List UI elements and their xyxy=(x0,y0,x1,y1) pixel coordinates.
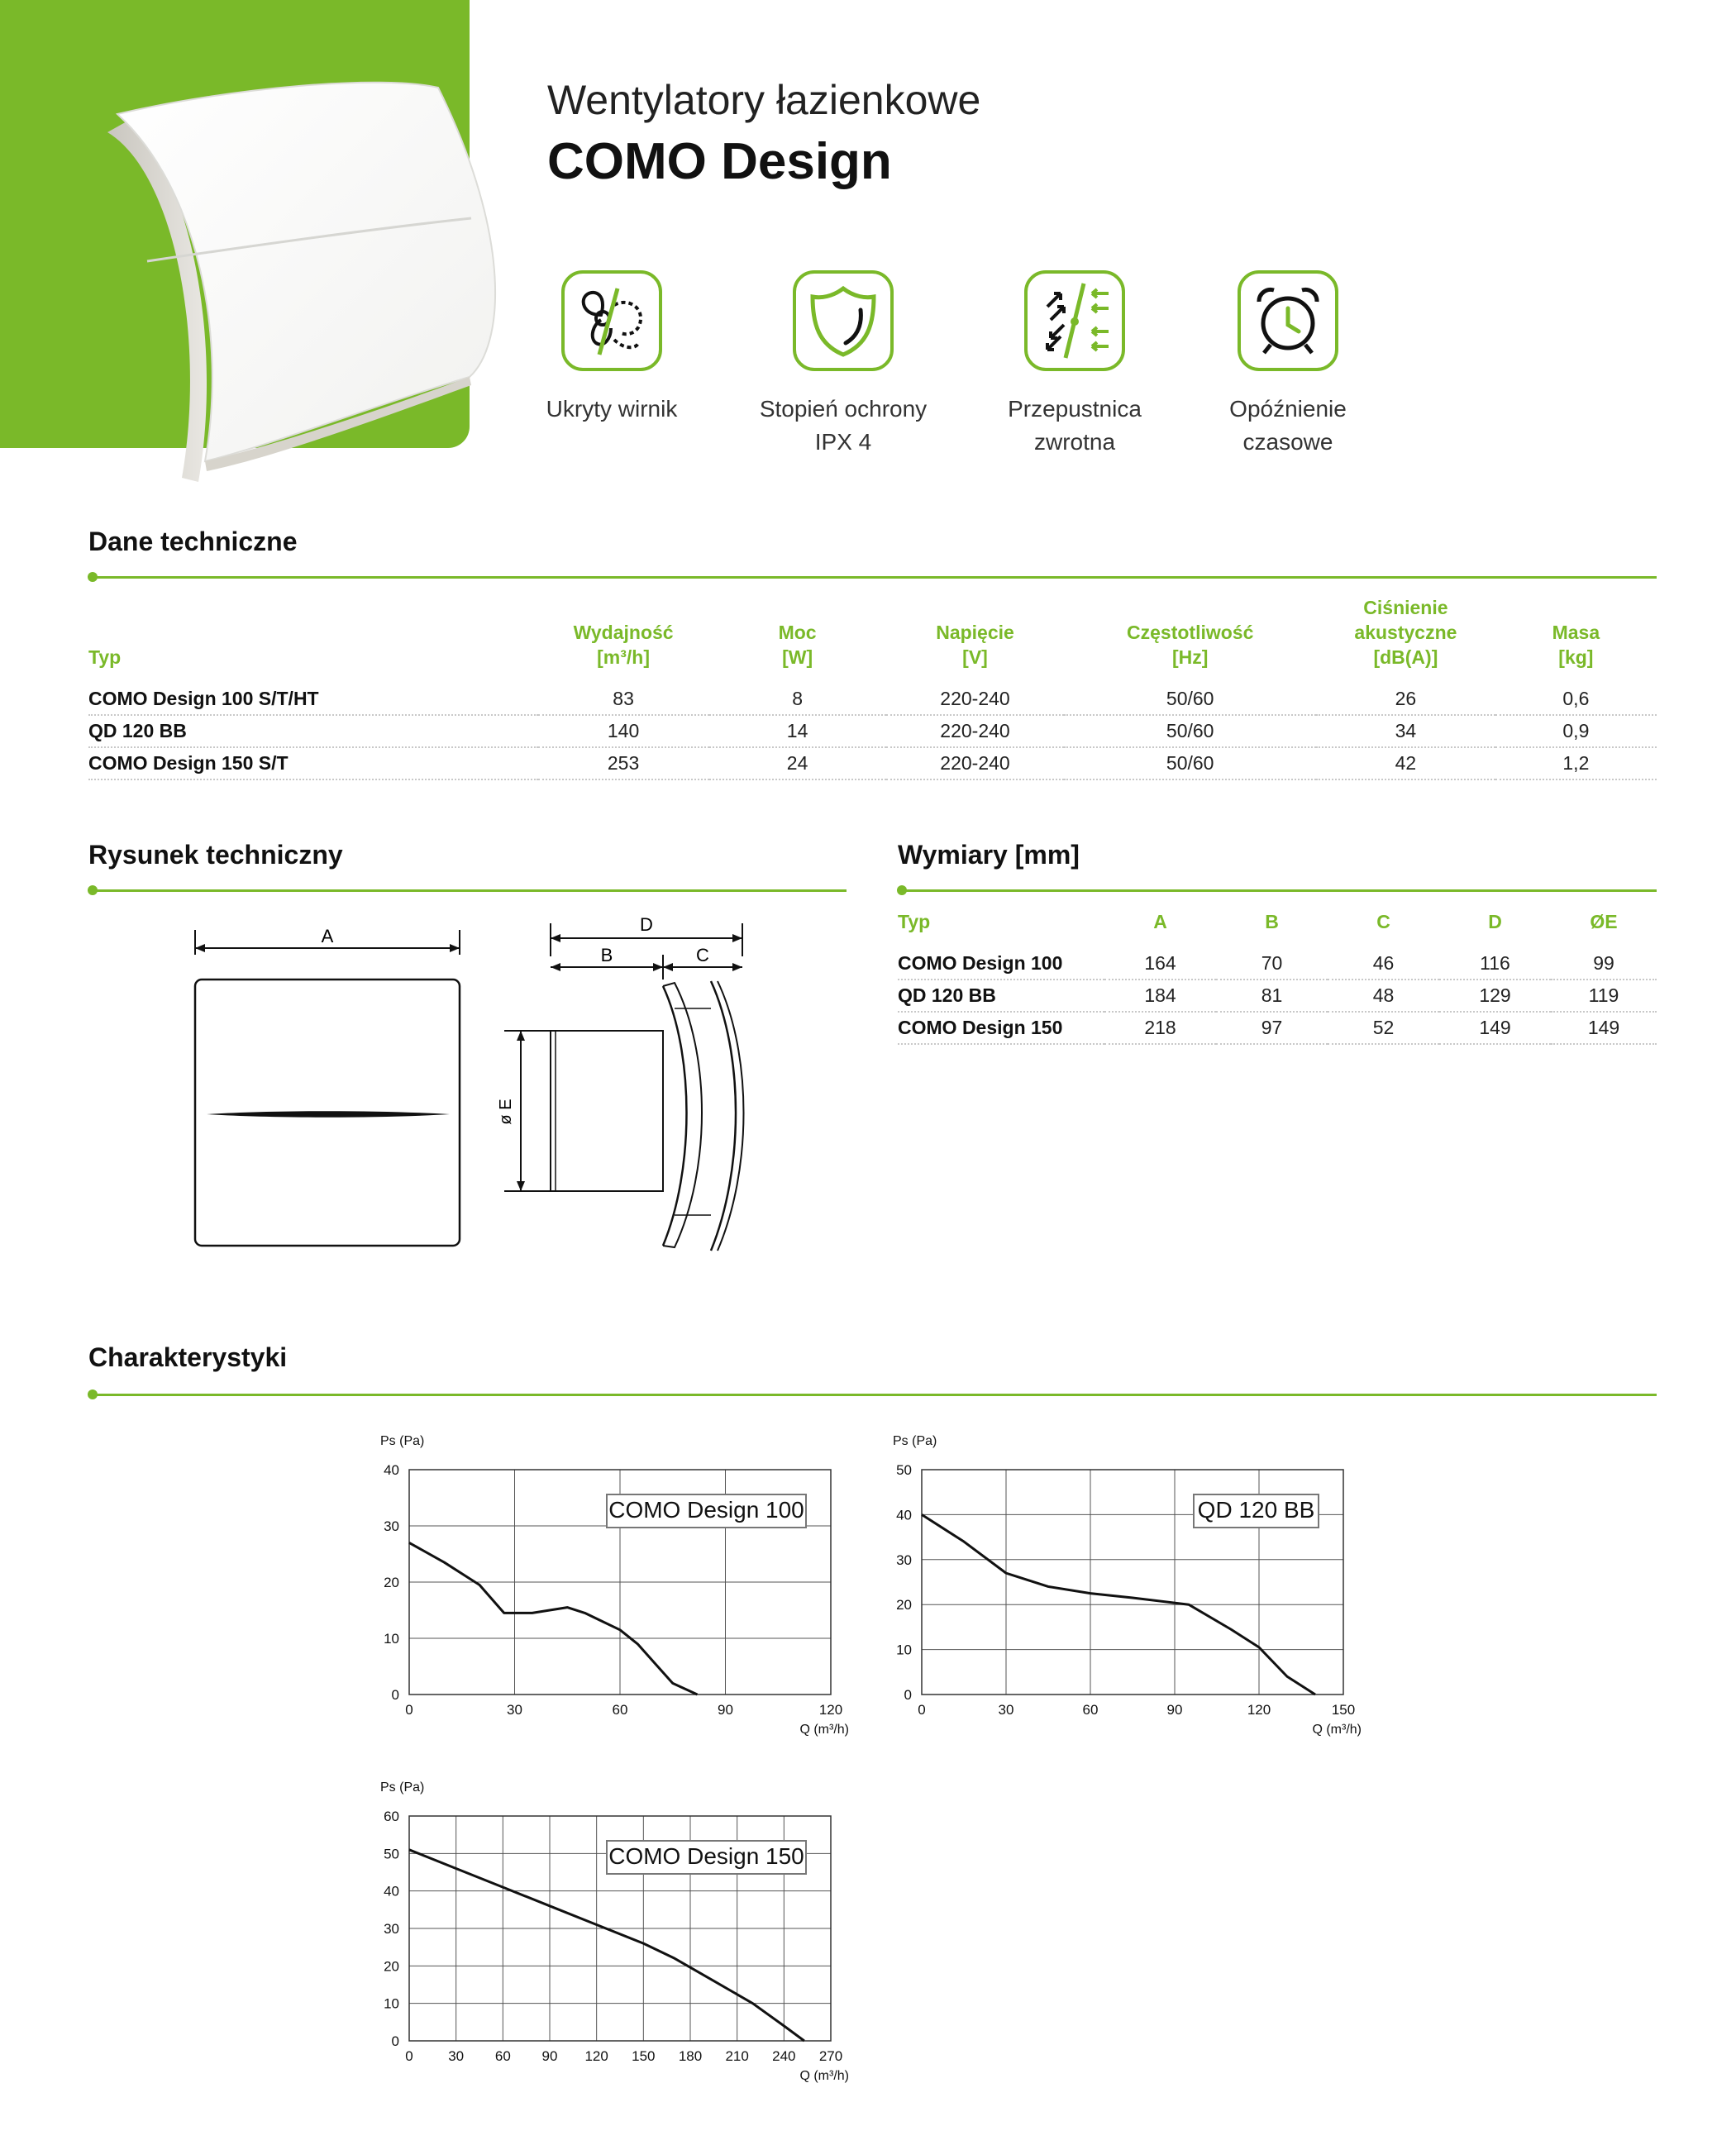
x-tick-label: 240 xyxy=(772,2048,796,2064)
y-tick-label: 40 xyxy=(384,1462,399,1478)
page-subtitle: Wentylatory łazienkowe xyxy=(547,77,981,123)
table-row xyxy=(88,747,1657,779)
alarm-clock-icon xyxy=(1238,270,1338,371)
y-tick-label: 20 xyxy=(896,1597,912,1614)
table-cell: 119 xyxy=(1551,980,1657,1012)
feature-label-line2: IPX 4 xyxy=(814,429,872,455)
table-cell: 184 xyxy=(1104,980,1216,1012)
x-tick-label: 90 xyxy=(541,2048,558,2064)
column-header: B xyxy=(1265,911,1279,932)
chart-como-design-100 xyxy=(364,1426,860,1761)
x-tick-label: 150 xyxy=(1331,1702,1356,1718)
table-cell: 0,6 xyxy=(1495,683,1657,715)
table-header-row xyxy=(898,909,1657,947)
x-tick-label: 180 xyxy=(678,2048,703,2064)
y-tick-label: 40 xyxy=(896,1507,912,1523)
section-divider xyxy=(93,1394,1657,1396)
x-axis-label: Q (m³/h) xyxy=(799,2069,849,2083)
table-cell: 8 xyxy=(709,683,886,715)
x-tick-label: 120 xyxy=(1247,1702,1271,1718)
shield-icon xyxy=(793,270,894,371)
x-tick-label: 90 xyxy=(718,1702,733,1718)
technical-drawing xyxy=(165,905,761,1252)
chart-title: COMO Design 150 xyxy=(608,1843,804,1869)
table-cell: 116 xyxy=(1439,947,1551,980)
table-row xyxy=(88,683,1657,715)
section-divider xyxy=(902,889,1657,892)
table-header-row xyxy=(88,595,1657,683)
product-image xyxy=(83,64,546,503)
table-cell: 50/60 xyxy=(1064,747,1316,779)
feature-ip-protection xyxy=(736,270,951,459)
feature-label-line2: czasowe xyxy=(1242,429,1333,455)
x-tick-label: 0 xyxy=(918,1702,926,1718)
y-tick-label: 10 xyxy=(384,1995,399,2012)
x-tick-label: 60 xyxy=(612,1702,628,1718)
feature-hidden-impeller xyxy=(504,270,719,426)
series-line xyxy=(409,1850,804,2041)
feature-label: Stopień ochrony xyxy=(759,396,928,422)
dimension-label-d: D xyxy=(640,914,653,935)
column-header: Moc [W] xyxy=(778,622,817,668)
table-cell: QD 120 BB xyxy=(898,980,1104,1012)
feature-label: Opóźnienie xyxy=(1229,396,1347,422)
column-header: Wydajność [m³/h] xyxy=(573,622,674,668)
table-cell: 70 xyxy=(1216,947,1328,980)
y-tick-label: 10 xyxy=(384,1631,399,1647)
y-axis-label: Ps (Pa) xyxy=(893,1434,937,1448)
y-tick-label: 30 xyxy=(384,1921,399,1937)
y-tick-label: 0 xyxy=(391,2033,399,2049)
chart-como-design-150 xyxy=(364,1772,860,2107)
table-cell: 140 xyxy=(538,715,709,747)
dimensions-heading: Wymiary [mm] xyxy=(898,840,1080,870)
feature-time-delay xyxy=(1180,270,1395,459)
table-cell: COMO Design 100 S/T/HT xyxy=(88,683,538,715)
x-tick-label: 30 xyxy=(998,1702,1014,1718)
table-cell: COMO Design 100 xyxy=(898,947,1104,980)
table-cell: 1,2 xyxy=(1495,747,1657,779)
column-header: Ciśnienie akustyczne [dB(A)] xyxy=(1354,597,1457,668)
y-tick-label: 30 xyxy=(384,1518,399,1534)
x-tick-label: 120 xyxy=(818,1702,843,1718)
y-axis-label: Ps (Pa) xyxy=(380,1434,425,1448)
x-tick-label: 0 xyxy=(405,1702,413,1718)
column-header: D xyxy=(1488,911,1502,932)
y-tick-label: 60 xyxy=(384,1809,399,1824)
table-cell: 129 xyxy=(1439,980,1551,1012)
table-cell: 220-240 xyxy=(886,747,1065,779)
x-tick-label: 30 xyxy=(507,1702,522,1718)
y-tick-label: 0 xyxy=(904,1687,912,1703)
feature-label: Przepustnica xyxy=(1008,396,1142,422)
table-cell: 46 xyxy=(1328,947,1439,980)
table-cell: 149 xyxy=(1439,1012,1551,1044)
drawing-heading: Rysunek techniczny xyxy=(88,840,343,870)
y-tick-label: 10 xyxy=(896,1642,912,1658)
page-title: COMO Design xyxy=(547,133,892,190)
table-cell: 164 xyxy=(1104,947,1216,980)
column-header: A xyxy=(1153,911,1167,932)
table-cell: 24 xyxy=(709,747,886,779)
x-axis-label: Q (m³/h) xyxy=(799,1723,849,1737)
y-tick-label: 20 xyxy=(384,1958,399,1975)
table-cell: COMO Design 150 S/T xyxy=(88,747,538,779)
table-row xyxy=(898,980,1657,1012)
hidden-impeller-icon xyxy=(561,270,662,371)
dimension-label-b: B xyxy=(600,945,613,965)
column-header: Napięcie [V] xyxy=(936,622,1014,668)
x-tick-label: 60 xyxy=(1082,1702,1099,1718)
table-row xyxy=(898,947,1657,980)
x-tick-label: 270 xyxy=(818,2048,843,2064)
dimensions-table xyxy=(898,909,1657,1045)
table-cell: 97 xyxy=(1216,1012,1328,1044)
dimension-label-c: C xyxy=(696,945,709,965)
series-line xyxy=(409,1542,698,1695)
table-cell: 34 xyxy=(1316,715,1495,747)
y-tick-label: 40 xyxy=(384,1883,399,1900)
table-cell: 218 xyxy=(1104,1012,1216,1044)
y-tick-label: 20 xyxy=(384,1575,399,1590)
x-tick-label: 0 xyxy=(405,2048,413,2064)
feature-label-line2: zwrotna xyxy=(1033,429,1116,455)
table-cell: 50/60 xyxy=(1064,683,1316,715)
x-tick-label: 120 xyxy=(584,2048,608,2064)
column-header: C xyxy=(1376,911,1390,932)
table-cell: 220-240 xyxy=(886,683,1065,715)
x-axis-label: Q (m³/h) xyxy=(1312,1723,1362,1737)
table-cell: 52 xyxy=(1328,1012,1439,1044)
chart-qd-120-bb xyxy=(876,1426,1372,1761)
y-tick-label: 30 xyxy=(896,1552,912,1568)
table-cell: 48 xyxy=(1328,980,1439,1012)
table-cell: 42 xyxy=(1316,747,1495,779)
column-header: ØE xyxy=(1590,911,1618,932)
x-tick-label: 90 xyxy=(1166,1702,1183,1718)
x-tick-label: 150 xyxy=(632,2048,656,2064)
column-header: Częstotliwość [Hz] xyxy=(1127,622,1254,668)
dimension-label-a: A xyxy=(321,926,334,946)
table-cell: 83 xyxy=(538,683,709,715)
table-row xyxy=(898,1012,1657,1044)
x-tick-label: 210 xyxy=(725,2048,749,2064)
table-cell: 0,9 xyxy=(1495,715,1657,747)
feature-check-valve xyxy=(967,270,1182,459)
table-cell: 26 xyxy=(1316,683,1495,715)
tech-data-heading: Dane techniczne xyxy=(88,527,298,556)
table-cell: COMO Design 150 xyxy=(898,1012,1104,1044)
table-cell: 253 xyxy=(538,747,709,779)
section-divider xyxy=(93,576,1657,579)
dimension-label-e: ø E xyxy=(497,1099,515,1125)
table-cell: 220-240 xyxy=(886,715,1065,747)
x-tick-label: 60 xyxy=(494,2048,511,2064)
column-header: Typ xyxy=(898,911,931,932)
table-cell: 149 xyxy=(1551,1012,1657,1044)
tech-data-table xyxy=(88,595,1657,780)
x-tick-label: 30 xyxy=(448,2048,465,2064)
chart-title: QD 120 BB xyxy=(1197,1497,1315,1523)
table-cell: 99 xyxy=(1551,947,1657,980)
section-divider xyxy=(93,889,847,892)
feature-label: Ukryty wirnik xyxy=(546,396,678,422)
check-valve-icon xyxy=(1024,270,1125,371)
chart-title: COMO Design 100 xyxy=(608,1497,804,1523)
characteristics-heading: Charakterystyki xyxy=(88,1342,288,1372)
y-axis-label: Ps (Pa) xyxy=(380,1780,425,1795)
y-tick-label: 50 xyxy=(896,1462,912,1478)
table-cell: 14 xyxy=(709,715,886,747)
table-row xyxy=(88,715,1657,747)
table-cell: QD 120 BB xyxy=(88,715,538,747)
y-tick-label: 50 xyxy=(384,1846,399,1862)
table-cell: 81 xyxy=(1216,980,1328,1012)
table-cell: 50/60 xyxy=(1064,715,1316,747)
column-header: Typ xyxy=(88,646,122,668)
y-tick-label: 0 xyxy=(391,1687,399,1703)
column-header: Masa [kg] xyxy=(1552,622,1600,668)
